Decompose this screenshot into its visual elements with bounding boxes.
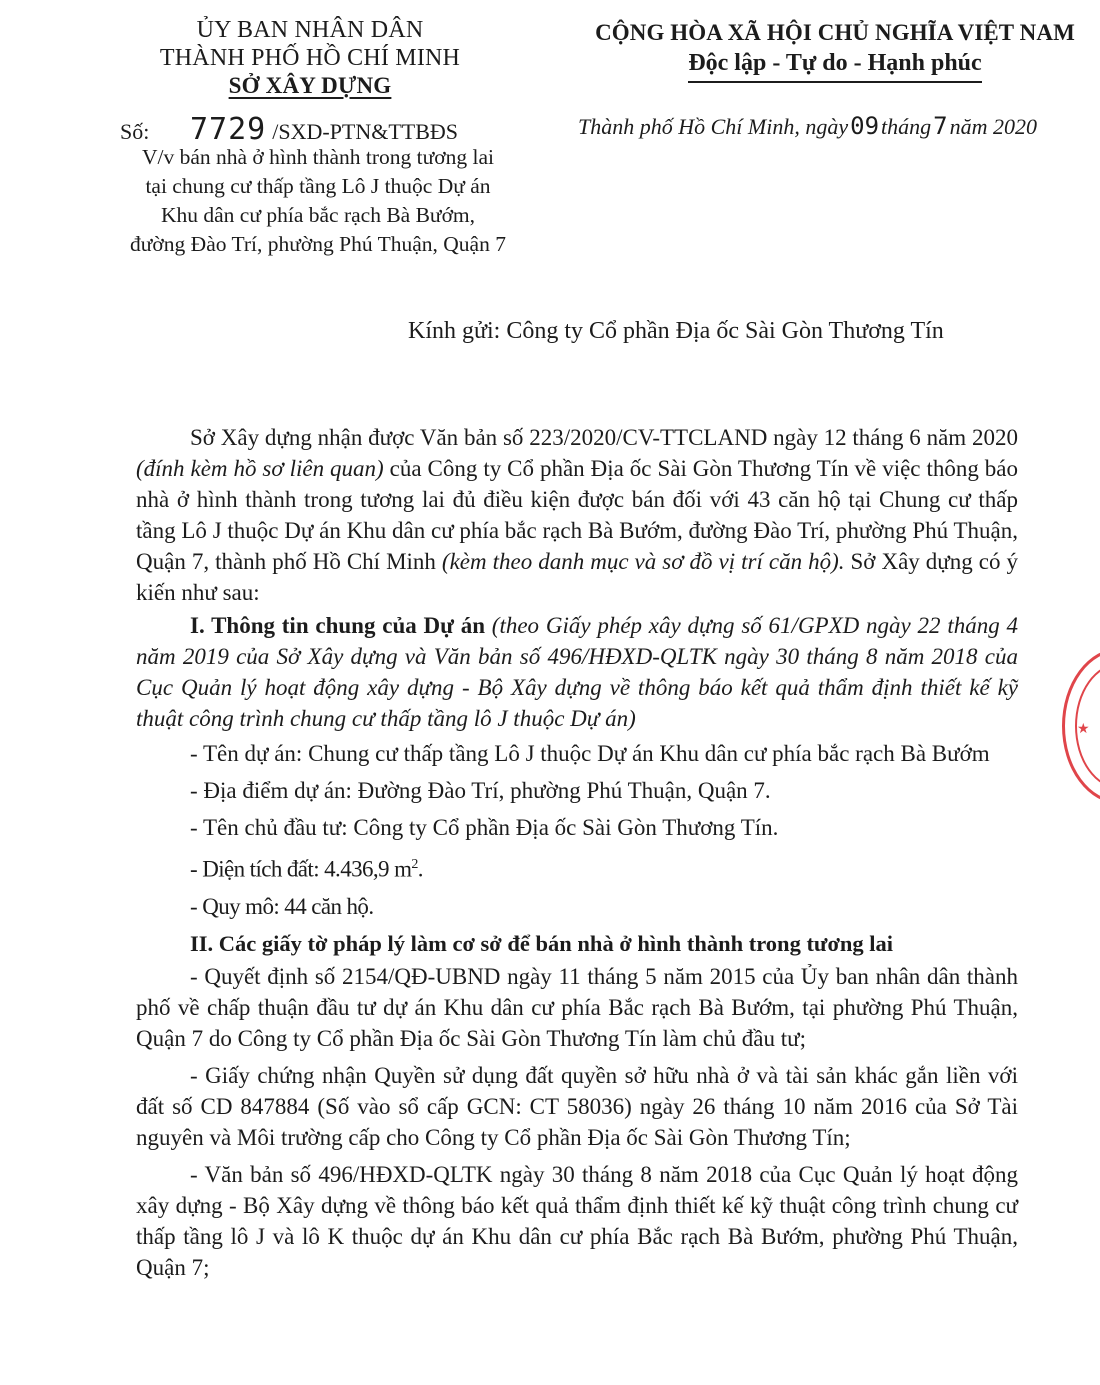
national-motto: Độc lập - Tự do - Hạnh phúc	[688, 50, 982, 76]
ref-label: Số:	[120, 119, 150, 144]
date-day-handwritten: 09	[850, 112, 880, 140]
letter-body	[136, 422, 1018, 1283]
intro-text-attachment: (đính kèm hồ sơ liên quan)	[136, 456, 384, 481]
land-area-end: .	[417, 856, 423, 882]
national-header-block	[565, 18, 1100, 83]
land-area-superscript: 2	[411, 857, 418, 872]
section-2-title: II. Các giấy tờ pháp lý làm cơ sở để bán nhà ở hình thành trong tương lai	[190, 930, 894, 956]
subject-line-4: đường Đào Trí, phường Phú Thuận, Quận 7	[130, 232, 506, 256]
reference-number-row	[120, 112, 540, 147]
authority-line-1: ỦY BAN NHÂN DÂN	[196, 17, 424, 43]
date-line	[578, 112, 1037, 140]
subject-block	[88, 143, 548, 259]
intro-text-e: Sở Xây dựng có ý kiến như sau:	[136, 549, 1018, 605]
legal-doc-2: - Giấy chứng nhận Quyền sử dụng đất quyền sở hữu nhà ở và tài sản khác gắn liền với đất số CD 847884 (Số vào sổ cấp GCN: CT 58036) ngày 26 tháng 10 năm 2016 của Sở Tài nguyên và Môi trường cấp cho Công ty Cổ phần Địa ốc Sài Gòn Thương Tín;	[136, 1062, 1018, 1150]
ref-suffix: /SXD-PTN&TTBĐS	[272, 119, 459, 144]
intro-text-a: Sở Xây dựng nhận được Văn bản số 223/2020/CV-TTCLAND ngày 12 tháng 6 năm 2020	[190, 425, 1018, 450]
subject-line-3: Khu dân cư phía bắc rạch Bà Bướm,	[160, 203, 476, 227]
project-location-item: - Địa điểm dự án: Đường Đào Trí, phường Phú Thuận, Quận 7.	[190, 778, 771, 803]
seal-star-icon: ★	[1077, 721, 1090, 737]
section-1-note: (theo Giấy phép xây dựng số 61/GPXD ngày 22 tháng 4 năm 2019 của Sở Xây dựng và Văn bản số 496/HĐXD-QLTK ngày 30 tháng 8 năm 2018 của Cục Quản lý hoạt động xây dựng - Bộ Xây dựng về thông báo kết quả thẩm định thiết kế kỹ thuật công trình chung cư thấp tầng lô J thuộc Dự án)	[136, 613, 1018, 731]
intro-text-c: của Công ty Cổ phần Địa ốc Sài Gòn Thương Tín về việc thông báo nhà ở hình thành trong tương lai đủ điều kiện được bán đối với 43 căn hộ tại Chung cư thấp tầng Lô J thuộc Dự án Khu dân cư phía bắc rạch Bà Bướm, đường Đào Trí, phường Phú Thuận, Quận 7, thành phố Hồ Chí Minh	[136, 456, 1019, 574]
subject-line-1: V/v bán nhà ở hình thành trong tương lai	[141, 145, 495, 169]
authority-line-2: THÀNH PHỐ HỒ CHÍ MINH	[159, 45, 461, 71]
investor-item: - Tên chủ đầu tư: Công ty Cổ phần Địa ốc Sài Gòn Thương Tín.	[190, 815, 779, 840]
date-month-label: tháng	[881, 114, 932, 139]
section-1-paragraph	[136, 610, 1018, 734]
ref-number-handwritten: 7729	[190, 112, 267, 147]
recipient-line: Kính gửi: Công ty Cổ phần Địa ốc Sài Gòn Thương Tín	[408, 318, 944, 344]
date-month-handwritten: 7	[933, 112, 948, 140]
land-area-text: - Diện tích đất: 4.436,9 m	[190, 856, 412, 882]
legal-doc-1: - Quyết định số 2154/QĐ-UBND ngày 11 tháng 5 năm 2015 của Ủy ban nhân dân thành phố về chấp thuận đầu tư dự án Khu dân cư phía Bắc rạch Bà Bướm, tại phường Phú Thuận, Quận 7 do Công ty Cổ phần Địa ốc Sài Gòn Thương Tín làm chủ đầu tư;	[136, 963, 1018, 1051]
nation-title: CỘNG HÒA XÃ HỘI CHỦ NGHĨA VIỆT NAM	[595, 20, 1075, 45]
red-seal-stamp	[1062, 648, 1100, 804]
scale-item: - Quy mô: 44 căn hộ.	[190, 893, 374, 919]
date-prefix: Thành phố Hồ Chí Minh, ngày	[578, 114, 849, 139]
issuing-authority-block	[90, 16, 530, 100]
department-name: SỞ XÂY DỰNG	[228, 73, 392, 98]
project-name-item: - Tên dự án: Chung cư thấp tầng Lô J thuộc Dự án Khu dân cư phía bắc rạch Bà Bướm	[190, 741, 990, 766]
intro-paragraph	[136, 422, 1018, 608]
legal-doc-3: - Văn bản số 496/HĐXD-QLTK ngày 30 tháng 8 năm 2018 của Cục Quản lý hoạt động xây dựng - Bộ Xây dựng về thông báo kết quả thẩm định thiết kế kỹ thuật công trình chung cư thấp tầng lô J và lô K thuộc dự án Khu dân cư phía Bắc rạch Bà Bướm, phường Phú Thuận, Quận 7;	[136, 1161, 1018, 1280]
date-year: năm 2020	[949, 114, 1037, 139]
subject-line-2: tại chung cư thấp tầng Lô J thuộc Dự án	[145, 174, 491, 198]
section-1-title: I. Thông tin chung của Dự án	[190, 613, 486, 638]
land-area-item	[136, 849, 1018, 885]
intro-text-appendix: (kèm theo danh mục và sơ đồ vị trí căn hộ).	[441, 549, 845, 574]
